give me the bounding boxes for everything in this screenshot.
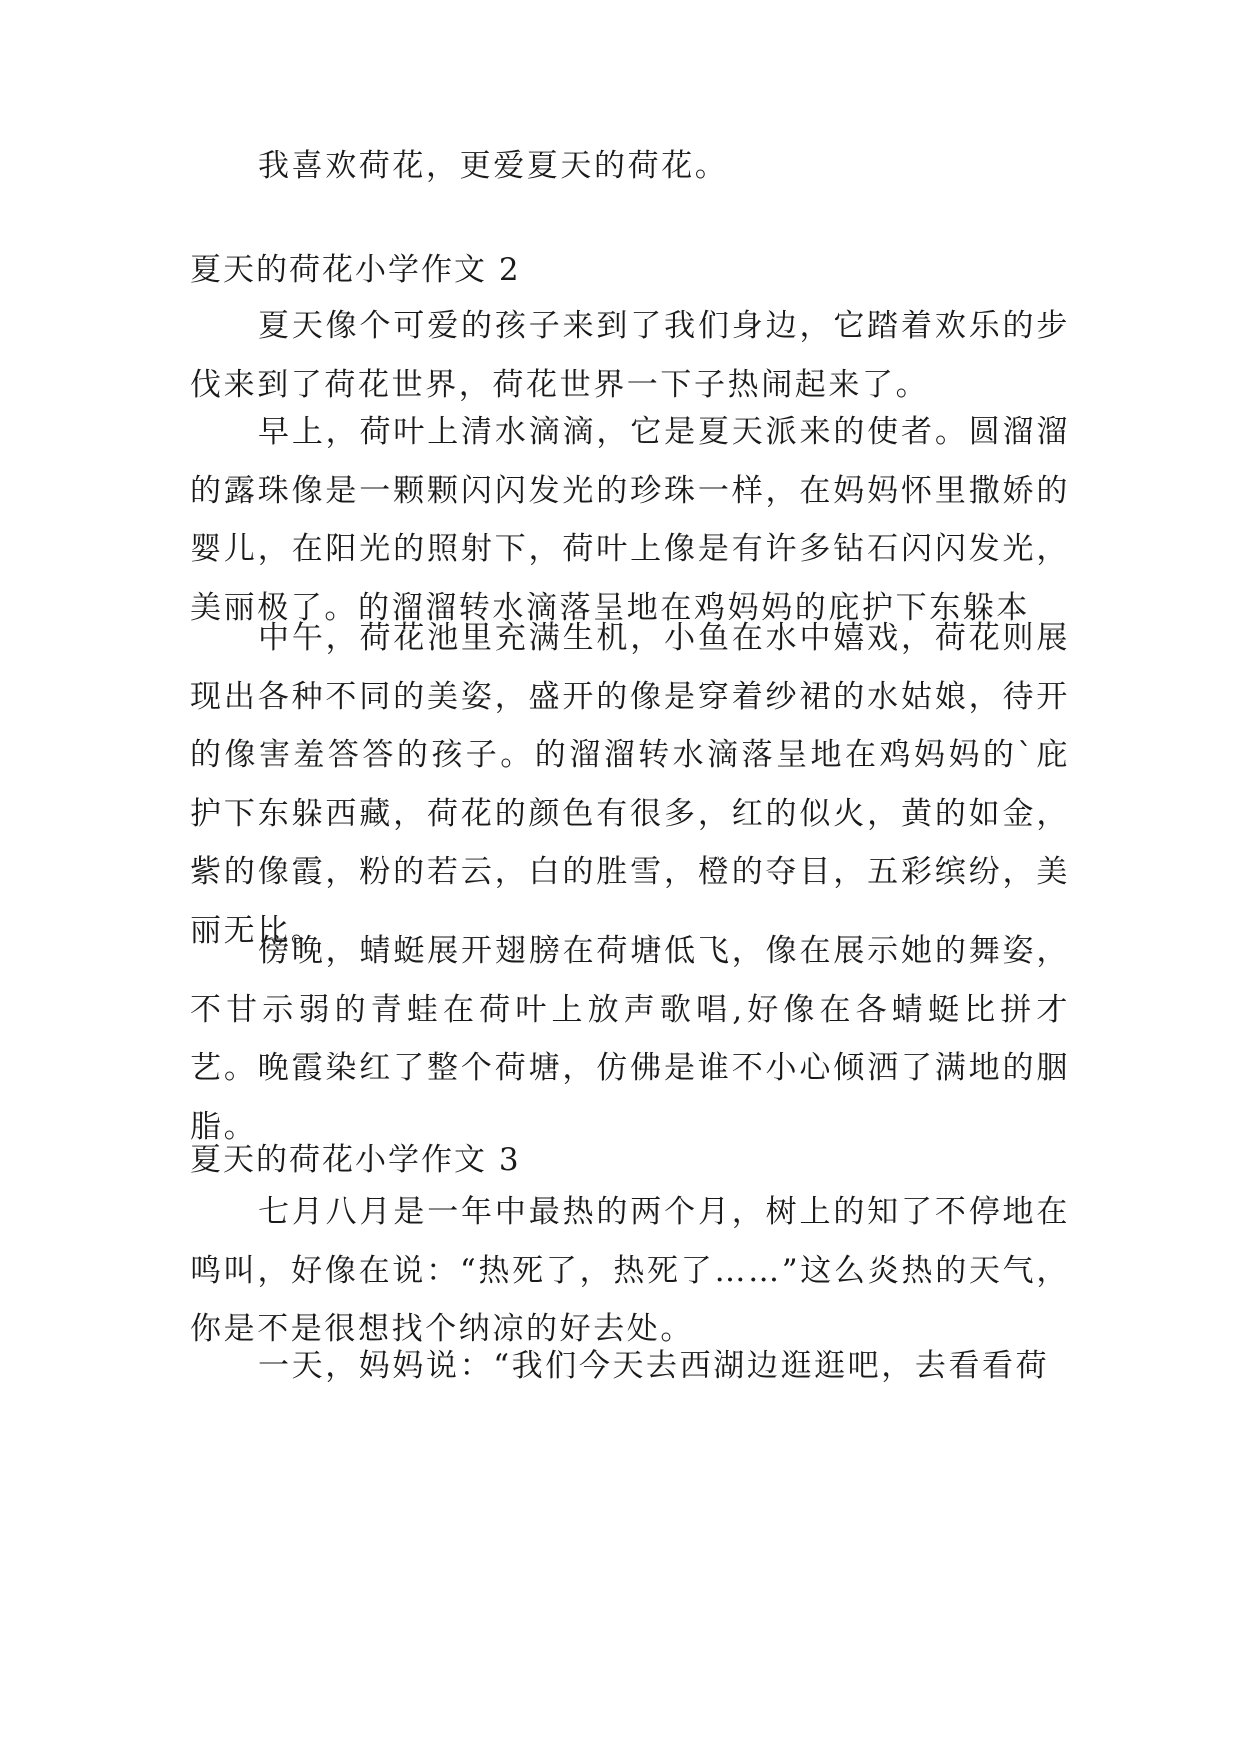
section-2-paragraph-1: 夏天像个可爱的孩子来到了我们身边，它踏着欢乐的步伐来到了荷花世界，荷花世界一下子热闹起来了。 [190,308,1070,403]
intro-paragraph: 我喜欢荷花，更爱夏天的荷花。 [258,148,729,184]
section-3-paragraph-2: 一天，妈妈说：“我们今天去西湖边逛逛吧，去看看荷 [258,1348,1050,1384]
section-2-paragraph-4: 傍晚，蜻蜓展开翅膀在荷塘低飞，像在展示她的舞姿，不甘示弱的青蛙在荷叶上放声歌唱,好像在各蜻蜓比拼才艺。晚霞染红了整个荷塘，仿佛是谁不小心倾洒了满地的胭脂。 [190,933,1070,1145]
section-2-paragraph-3: 中午，荷花池里充满生机，小鱼在水中嬉戏，荷花则展现出各种不同的美姿，盛开的像是穿着纱裙的水姑娘，待开的像害羞答答的孩子。的溜溜转水滴落呈地在鸡妈妈的`庇护下东躲西藏，荷花的颜色有很多，红的似火，黄的如金，紫的像霞，粉的若云，白的胜雪，橙的夺目，五彩缤纷，美丽无比。 [190,620,1070,949]
section-2-heading: 夏天的荷花小学作文 2 [190,252,521,288]
section-2-paragraph-2: 早上，荷叶上清水滴滴，它是夏天派来的使者。圆溜溜的露珠像是一颗颗闪闪发光的珍珠一样，在妈妈怀里撒娇的婴儿，在阳光的照射下，荷叶上像是有许多钻石闪闪发光，美丽极了。的溜溜转水滴落呈地在鸡妈妈的庇护下东躲本 [190,414,1070,626]
section-3-paragraph-1: 七月八月是一年中最热的两个月，树上的知了不停地在鸣叫，好像在说：“热死了，热死了……”这么炎热的天气，你是不是很想找个纳凉的好去处。 [190,1194,1070,1347]
section-3-heading: 夏天的荷花小学作文 3 [190,1142,521,1178]
